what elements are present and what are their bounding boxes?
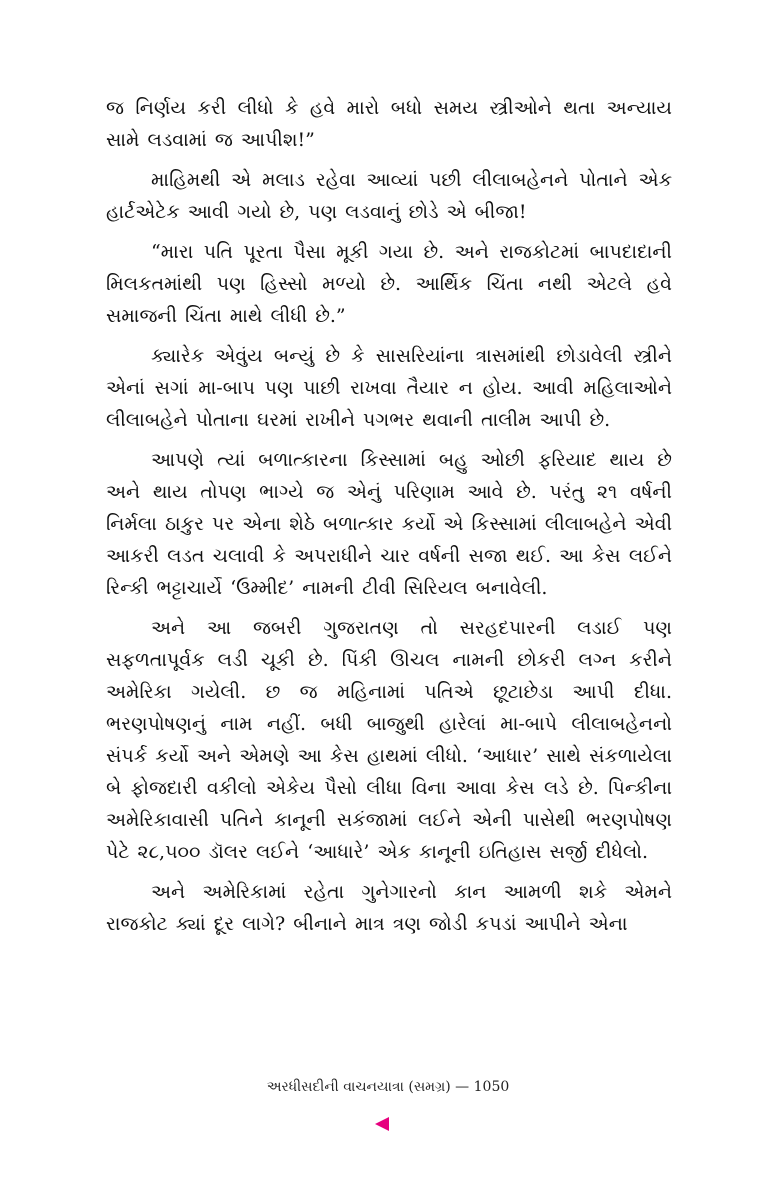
paragraph: અને અમેરિકામાં રહેતા ગુનેગારનો કાન આમળી શકે એમને રાજકોટ ક્યાં દૂર લાગે? બીનાને માત્ર ત્રણ જોડી કપડાં આપીને એના: [106, 881, 672, 935]
paragraph: ક્યારેક એવુંય બન્યું છે કે સાસરિયાંના ત્રાસમાંથી છોડાવેલી સ્ત્રીને એનાં સગાં મા-બાપ પણ પાછી રાખવા તૈયાર ન હોય. આવી મહિલાઓને લીલાબહેને પોતાના ઘરમાં રાખીને પગભર થવાની તાલીમ આપી છે.: [106, 345, 672, 431]
body-text: [106, 92, 672, 948]
paragraph: અને આ જબરી ગુજરાતણ તો સરહદપારની લડાઈ પણ સફળતાપૂર્વક લડી ચૂકી છે. પિંકી ઊચલ નામની છોકરી લગ્ન કરીને અમેરિકા ગયેલી. છ જ મહિનામાં પતિએ છૂટાછેડા આપી દીધા. ભરણપોષણનું નામ નહીં. બધી બાજુથી હારેલાં મા-બાપે લીલાબહેનનો સંપર્ક કર્યો અને એમણે આ કેસ હાથમાં લીધો. ‘આધાર’ સાથે સંકળાયેલા બે ફોજદારી વકીલો એકેય પૈસો લીધા વિના આવા કેસ લડે છે. પિન્કીના અમેરિકાવાસી પતિને કાનૂની સકંજામાં લઈને એની પાસેથી ભરણપોષણ પેટે ૨૮,૫૦૦ ડૉલર લઈને ‘આધારે’ એક કાનૂની ઇતિહાસ સર્જી દીધેલો.: [106, 617, 672, 863]
paragraph: આપણે ત્યાં બળાત્કારના કિસ્સામાં બહુ ઓછી ફરિયાદ થાય છે અને થાય તોપણ ભાગ્યે જ એનું પરિણામ આવે છે. પરંતુ ૨૧ વર્ષની નિર્મલા ઠાકુર પર એના શેઠે બળાત્કાર કર્યો એ કિસ્સામાં લીલાબહેને એવી આકરી લડત ચલાવી કે અપરાધીને ચાર વર્ષની સજા થઈ. આ કેસ લઈને રિન્કી ભટ્ટાચાર્યે ‘ઉમ્મીદ’ નામની ટીવી સિરિયલ બનાવેલી.: [106, 449, 672, 599]
paragraph: માહિમથી એ મલાડ રહેવા આવ્યાં પછી લીલાબહેનને પોતાને એક હાર્ટએટેક આવી ગયો છે, પણ લડવાનું છોડે એ બીજા!: [106, 169, 672, 223]
paragraph-continuation: જ નિર્ણય કરી લીધો કે હવે મારો બધો સમય સ્ત્રીઓને થતા અન્યાય સામે લડવામાં જ આપીશ!”: [106, 97, 672, 151]
paragraph-quote: “મારા પતિ પૂરતા પૈસા મૂકી ગયા છે. અને રાજકોટમાં બાપદાદાની મિલકતમાંથી પણ હિસ્સો મળ્યો છે. આર્થિક ચિંતા નથી એટલે હવે સમાજની ચિંતા માથે લીધી છે.”: [106, 241, 672, 327]
previous-page-arrow-icon[interactable]: [375, 1117, 389, 1131]
page-footer: અરધીસદીની વાચનયાત્રા (સમગ્ર) — 1050: [266, 1079, 510, 1095]
